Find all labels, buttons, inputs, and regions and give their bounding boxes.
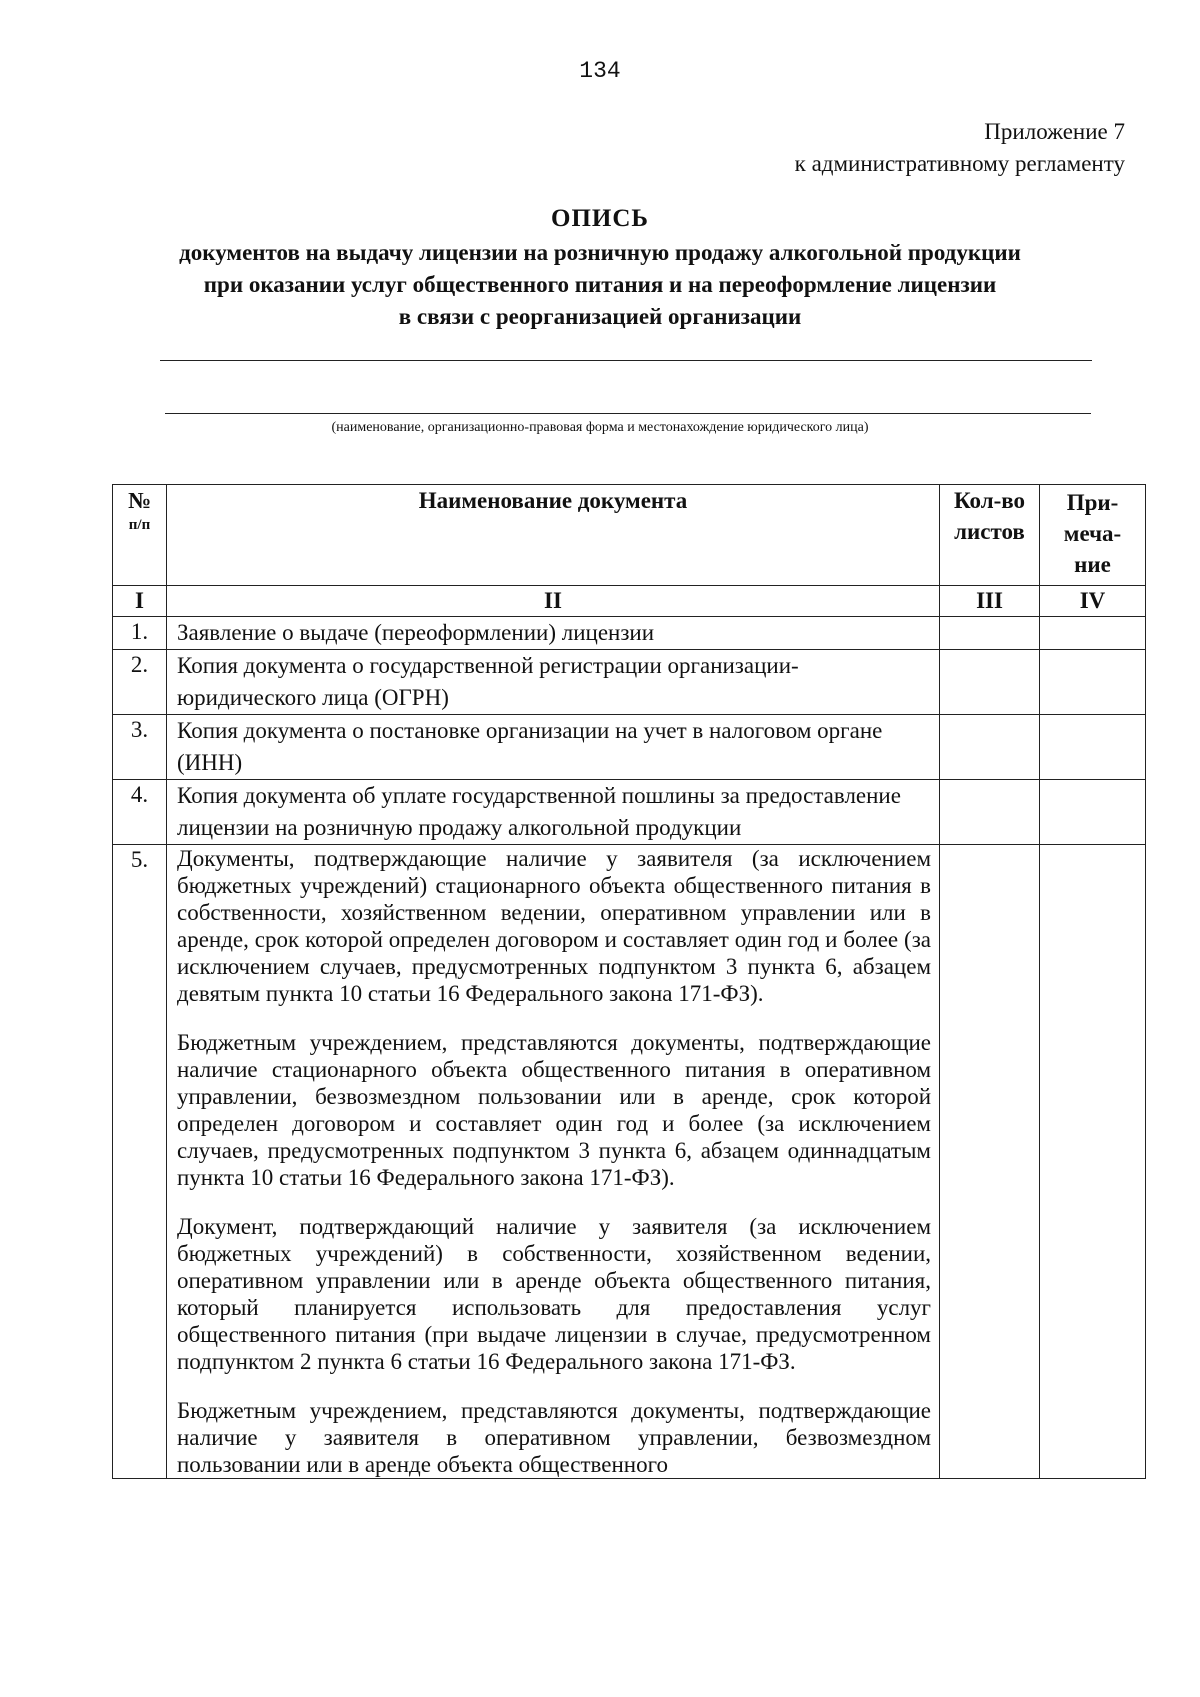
column-number-iii: III — [940, 586, 1040, 617]
sheet-count-cell[interactable] — [940, 780, 1040, 845]
row-number: 2. — [113, 650, 167, 715]
table-header-row — [113, 485, 1146, 586]
header-note — [1040, 485, 1146, 586]
row-number: 4. — [113, 780, 167, 845]
appendix-line-1: Приложение 7 — [984, 119, 1125, 144]
org-fill-line-1 — [160, 360, 1092, 361]
table-row — [113, 650, 1146, 715]
title-main: ОПИСЬ — [551, 205, 649, 232]
document-title — [0, 203, 1200, 333]
appendix-reference — [795, 116, 1125, 180]
title-line-3: в связи с реорганизацией организации — [398, 304, 802, 329]
table-row — [113, 617, 1146, 650]
column-number-i: I — [113, 586, 167, 617]
note-cell[interactable] — [1040, 780, 1146, 845]
document-name: Копия документа о постановке организации на учет в налоговом органе (ИНН) — [167, 715, 940, 780]
title-line-2: при оказании услуг общественного питания и на переоформление лицензии — [203, 272, 997, 297]
note-cell[interactable] — [1040, 617, 1146, 650]
sheet-count-cell[interactable] — [940, 650, 1040, 715]
sheet-count-cell[interactable] — [940, 617, 1040, 650]
table-row — [113, 715, 1146, 780]
header-number-sign: № — [127, 488, 152, 513]
row-number: 3. — [113, 715, 167, 780]
row5-paragraph-2: Бюджетным учреждением, представляются документы, подтверждающие наличие стационарного объекта общественного питания в оперативном управлении, безвозмездном пользовании или в аренде, срок которой определен договором и составляет один год и более (за исключением случаев, предусмотренных подпунктом 3 пункта 6, абзацем одиннадцатым пункта 10 статьи 16 Федерального закона 171-ФЗ). — [177, 1030, 931, 1190]
column-number-iv: IV — [1040, 586, 1146, 617]
appendix-line-2: к административному регламенту — [794, 151, 1125, 176]
document-name: Копия документа о государственной регистрации организации-юридического лица (ОГРН) — [167, 650, 940, 715]
document-name — [167, 845, 940, 1479]
row-number: 5. — [113, 845, 167, 1479]
header-count-line-2: листов — [954, 519, 1025, 544]
documents-table — [112, 484, 1146, 1479]
row5-paragraph-4: Бюджетным учреждением, представляются документы, подтверждающие наличие у заявителя в оперативном управлении, безвозмездном пользовании или в аренде объекта общественного — [177, 1398, 931, 1477]
row-number: 1. — [113, 617, 167, 650]
header-count-line-1: Кол-во — [953, 488, 1026, 513]
header-sheet-count — [940, 485, 1040, 586]
note-cell[interactable] — [1040, 650, 1146, 715]
sheet-count-cell[interactable] — [940, 715, 1040, 780]
row5-paragraph-3: Документ, подтверждающий наличие у заявителя (за исключением бюджетных учреждений) в собственности, хозяйственном ведении, оперативном управлении или в аренде объекта общественного питания, который планируется использовать для предоставления услуг общественного питания (при выдаче лицензии в случае, предусмотренном подпунктом 2 пункта 6 статьи 16 Федерального закона 171-ФЗ. — [177, 1214, 931, 1374]
row5-paragraph-1: Документы, подтверждающие наличие у заявителя (за исключением бюджетных учреждений) стационарного объекта общественного питания в собственности, хозяйственном ведении, оперативном управлении или в аренде, срок которой определен договором и составляет один год и более (за исключением случаев, предусмотренных подпунктом 3 пункта 6, абзацем девятым пункта 10 статьи 16 Федерального закона 171-ФЗ). — [177, 846, 931, 1006]
note-cell[interactable] — [1040, 845, 1146, 1479]
org-field-caption: (наименование, организационно-правовая форма и местонахождение юридического лица) — [331, 420, 869, 435]
sheet-count-cell[interactable] — [940, 845, 1040, 1479]
header-note-line-2: меча- — [1063, 521, 1122, 546]
header-number-sub: п/п — [128, 517, 151, 533]
document-name: Заявление о выдаче (переоформлении) лицензии — [167, 617, 940, 650]
org-fill-line-2 — [165, 413, 1091, 414]
column-numbering-row — [113, 586, 1146, 617]
header-document-name: Наименование документа — [167, 485, 940, 586]
header-note-line-3: ние — [1074, 552, 1111, 577]
table-row — [113, 845, 1146, 1479]
column-number-ii: II — [167, 586, 940, 617]
page-number: 134 — [579, 58, 621, 84]
header-note-line-1: При- — [1066, 490, 1119, 515]
note-cell[interactable] — [1040, 715, 1146, 780]
header-number — [113, 485, 167, 586]
document-name: Копия документа об уплате государственной пошлины за предоставление лицензии на розничную продажу алкогольной продукции — [167, 780, 940, 845]
title-line-1: документов на выдачу лицензии на розничную продажу алкогольной продукции — [179, 240, 1021, 265]
table-row — [113, 780, 1146, 845]
